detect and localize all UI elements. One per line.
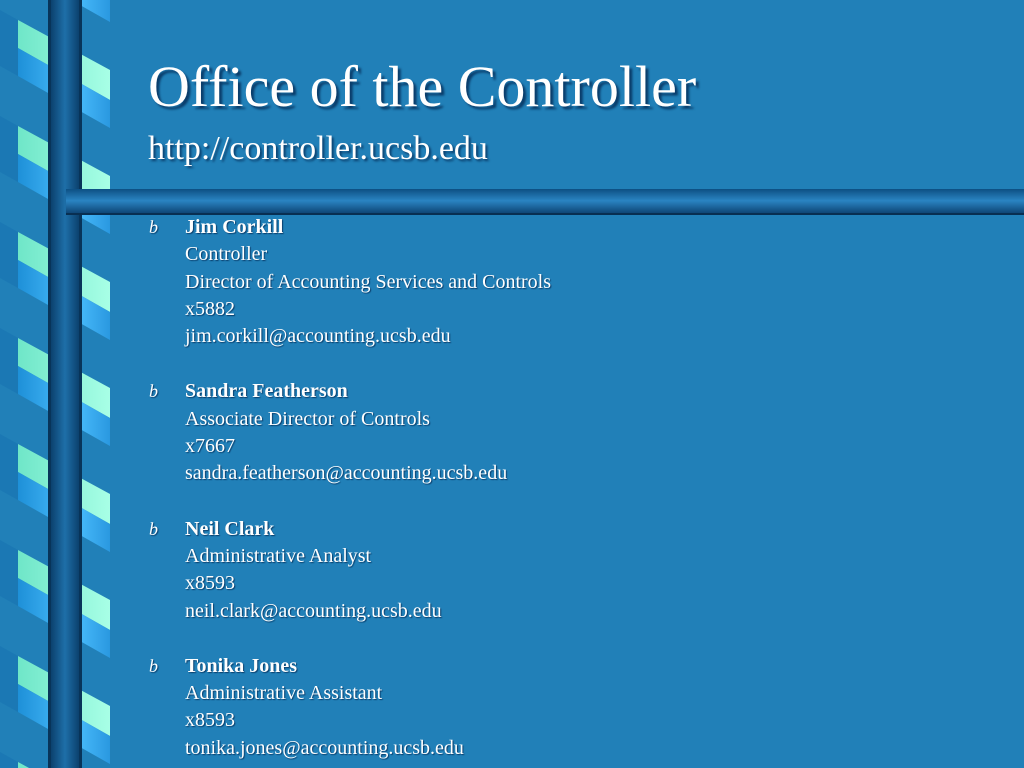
contact-name: Neil Clark [185,517,275,540]
contact-list [148,214,1008,762]
contact-name: Tonika Jones [185,654,298,677]
contact-name: Sandra Featherson [185,380,348,403]
ribbon-decoration [0,0,112,768]
contact-email: neil.clark@accounting.ucsb.edu [185,599,442,622]
contact-extension: x5882 [185,297,235,320]
contact-extension: x7667 [185,435,235,458]
contact-extension: x8593 [185,709,235,732]
contact-name: Jim Corkill [185,216,284,238]
contact-extension: x8593 [185,572,235,595]
bullet-icon: b [149,518,158,539]
contact-title: Controller [185,243,268,266]
contact-item [148,653,1008,762]
contact-email: sandra.featherson@accounting.ucsb.edu [185,462,508,485]
contact-item [148,214,1008,350]
contact-email: jim.corkill@accounting.ucsb.edu [185,325,451,348]
contact-item [148,516,1008,625]
bullet-icon: b [149,381,158,402]
contact-title: Director of Accounting Services and Controls [185,270,552,293]
bullet-icon: b [149,655,158,676]
slide-subtitle-url: http://controller.ucsb.edu [148,130,488,167]
contact-title: Administrative Analyst [185,544,372,567]
contact-title: Administrative Assistant [185,682,383,705]
contact-title: Associate Director of Controls [185,407,430,430]
horizontal-rule [66,189,1024,215]
contact-item [148,378,1008,487]
slide-title: Office of the Controller [148,54,697,119]
contact-email: tonika.jones@accounting.ucsb.edu [185,736,464,759]
bullet-icon: b [149,217,158,237]
